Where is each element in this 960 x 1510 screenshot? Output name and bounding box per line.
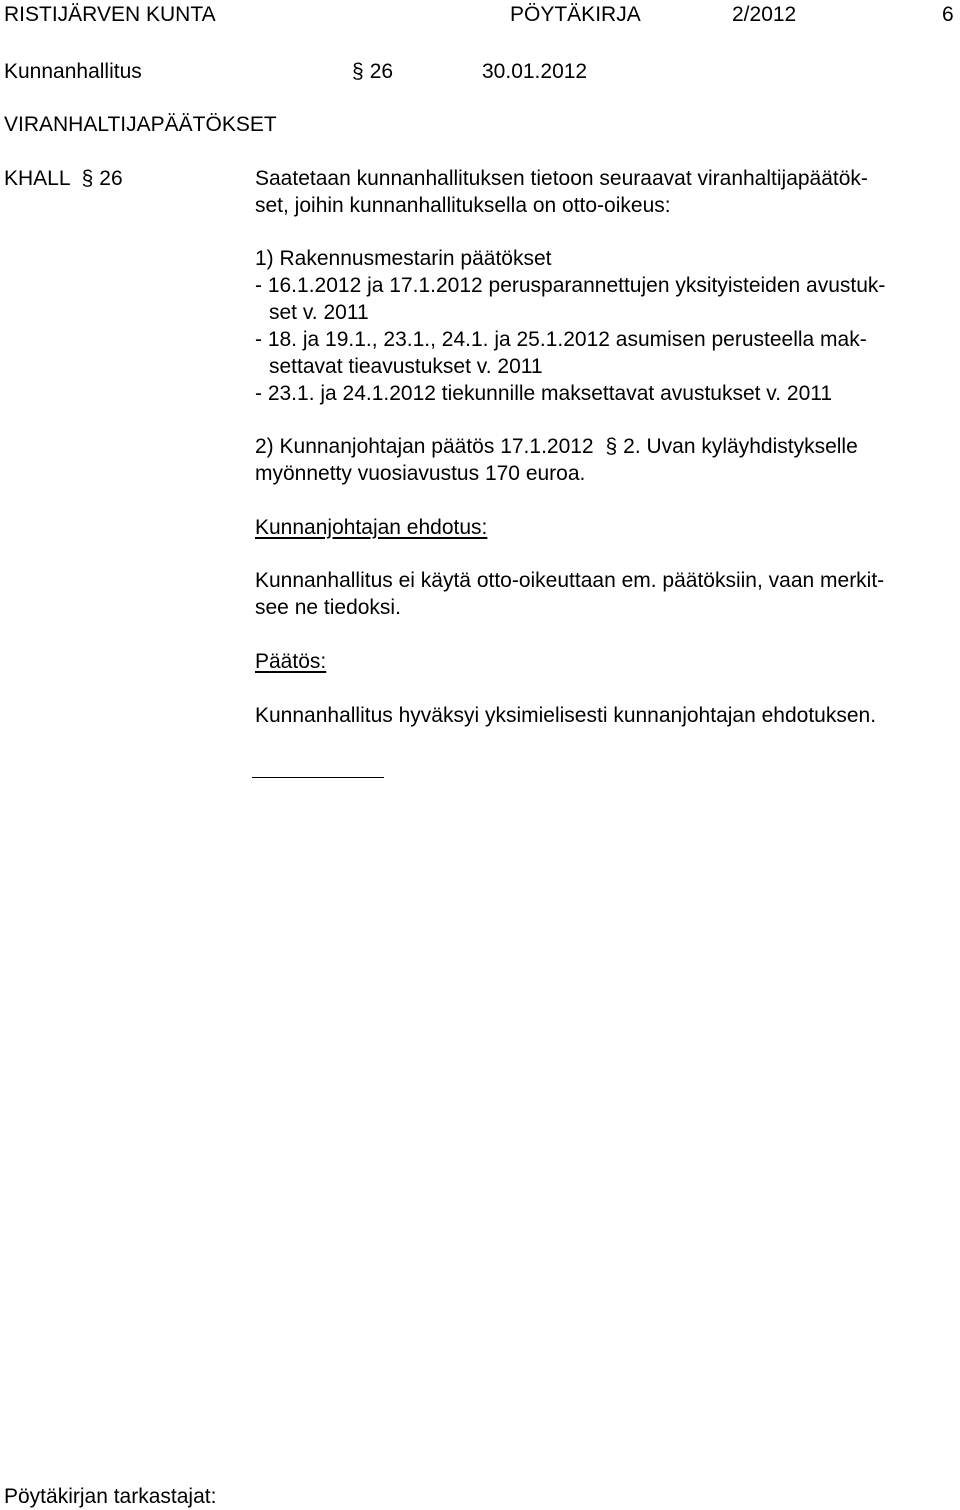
case-reference [4, 166, 123, 192]
municipality-name: RISTIJÄRVEN KUNTA [4, 3, 216, 26]
item2-text-before: 2) Kunnanjohtajan päätös 17.1.2012 [255, 435, 594, 458]
item1-heading: 1) Rakennusmestarin päätökset [255, 247, 552, 270]
meeting-section-number: 26 [369, 60, 394, 83]
document-number: 2/2012 [732, 3, 797, 26]
intro-line-1: Saatetaan kunnanhallituksen tietoon seuraavat viranhaltijapäätök- [255, 167, 868, 190]
item1-line-3: - 18. ja 19.1., 23.1., 24.1. ja 25.1.2012 asumisen perusteella mak- [255, 328, 867, 351]
reviewers-label: Pöytäkirjan tarkastajat: [4, 1485, 217, 1508]
proposal-line-2: see ne tiedoksi. [255, 596, 401, 619]
section-end-rule [252, 777, 384, 778]
item2-text-after: 2. Uvan kyläyhdistykselle [623, 435, 858, 458]
case-number: 26 [99, 167, 123, 190]
item1-line-5: - 23.1. ja 24.1.2012 tiekunnille maksettavat avustukset v. 2011 [255, 382, 833, 405]
meeting-section [352, 59, 393, 85]
proposal-line-1: Kunnanhallitus ei käytä otto-oikeuttaan em. päätöksiin, vaan merkit- [255, 569, 885, 592]
intro-line-2: set, joihin kunnanhallituksella on otto-oikeus: [255, 194, 671, 217]
decision-label: Päätös: [255, 650, 327, 673]
section-symbol: § [352, 60, 364, 83]
item2-section-symbol: § [605, 435, 618, 458]
decision-text: Kunnanhallitus hyväksyi yksimielisesti kunnanjohtajan ehdotuksen. [255, 704, 877, 727]
meeting-body: Kunnanhallitus [4, 60, 142, 83]
case-section-symbol: § [81, 167, 94, 190]
item2-line-2: myönnetty vuosiavustus 170 euroa. [255, 462, 586, 485]
proposal-label: Kunnanjohtajan ehdotus: [255, 516, 488, 539]
item2-line-1 [255, 434, 858, 460]
item1-line-2: set v. 2011 [269, 301, 369, 324]
document-type: PÖYTÄKIRJA [510, 3, 641, 26]
item1-line-1: - 16.1.2012 ja 17.1.2012 perusparannettujen yksityisteiden avustuk- [255, 274, 886, 297]
item1-line-4: settavat tieavustukset v. 2011 [269, 355, 543, 378]
meeting-date: 30.01.2012 [482, 60, 588, 83]
section-title: VIRANHALTIJAPÄÄTÖKSET [4, 113, 277, 136]
case-label: KHALL [4, 167, 70, 190]
page-number: 6 [942, 3, 954, 26]
